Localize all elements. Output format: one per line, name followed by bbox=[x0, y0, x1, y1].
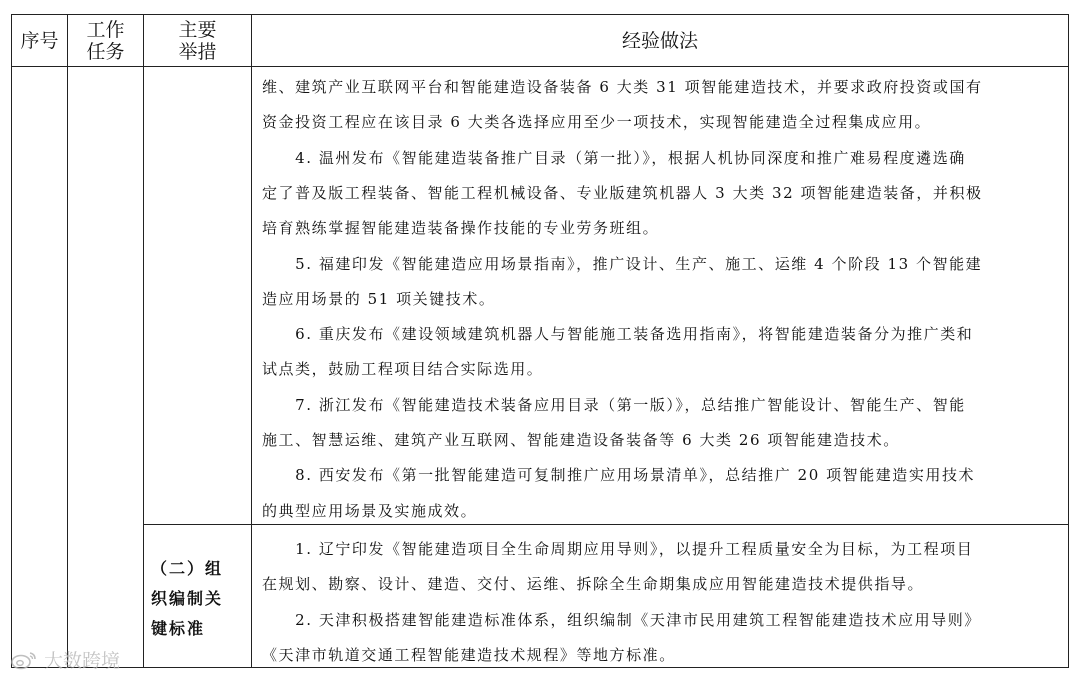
watermark-text: 大数跨境 bbox=[44, 650, 121, 672]
practice-line: 定了普及版工程装备、智能工程机械设备、专业版建筑机器人 3 大类 32 项智能建造装备，并积极 bbox=[262, 183, 983, 202]
section-divider bbox=[143, 524, 1068, 525]
practice-line: 8. 西安发布《第一批智能建造可复制推广应用场景清单》，总结推广 20 项智能建造实用技术 bbox=[262, 466, 976, 485]
practice-line: 5. 福建印发《智能建造应用场景指南》，推广设计、生产、施工、运维 4 个阶段 13 个智能建 bbox=[262, 254, 983, 273]
practice-line: 7. 浙江发布《智能建造技术装备应用目录（第一版）》，总结推广智能设计、智能生产、智能 bbox=[262, 395, 966, 414]
header-measure: 主要 举措 bbox=[178, 19, 217, 63]
col-divider-1 bbox=[67, 15, 68, 667]
practice-line: 的典型应用场景及实施成效。 bbox=[262, 501, 478, 520]
practice-line: 资金投资工程应在该目录 6 大类各选择应用至少一项技术，实现智能建造全过程集成应用。 bbox=[262, 113, 932, 132]
header-practice: 经验做法 bbox=[621, 30, 698, 52]
header-task: 工作 任务 bbox=[86, 19, 125, 63]
weibo-logo-icon bbox=[10, 650, 38, 670]
practice-line: 施工、智慧运维、建筑产业互联网、智能建造设备装备等 6 大类 26 项智能建造技术。 bbox=[262, 431, 900, 449]
practice-line: 维、建筑产业互联网平台和智能建造设备装备 6 大类 31 项智能建造技术，并要求政府投资或国有 bbox=[262, 78, 983, 96]
practice-line: 在规划、勘察、设计、建造、交付、运维、拆除全生命期集成应用智能建造技术提供指导。 bbox=[262, 575, 925, 594]
measure-label: （二）组 织编制关 键标准 bbox=[151, 559, 224, 638]
practice-line: 试点类，鼓励工程项目结合实际选用。 bbox=[262, 360, 544, 379]
practice-line: 造应用场景的 51 项关键技术。 bbox=[262, 289, 496, 308]
practice-line: 《天津市轨道交通工程智能建造技术规程》等地方标准。 bbox=[262, 645, 676, 664]
practice-line: 6. 重庆发布《建设领域建筑机器人与智能施工装备选用指南》，将智能建造装备分为推广类和 bbox=[262, 325, 974, 344]
header-index: 序号 bbox=[20, 30, 59, 52]
practice-line: 4. 温州发布《智能建造装备推广目录（第一批）》，根据人机协同深度和推广难易程度遴选确 bbox=[262, 148, 966, 167]
practice-line: 2. 天津积极搭建智能建造标准体系，组织编制《天津市民用建筑工程智能建造技术应用导则》 bbox=[262, 610, 981, 629]
col-divider-2 bbox=[143, 15, 144, 667]
practice-line: 培育熟练掌握智能建造装备操作技能的专业劳务班组。 bbox=[262, 219, 660, 238]
watermark bbox=[10, 646, 120, 673]
practice-line: 1. 辽宁印发《智能建造项目全生命周期应用导则》，以提升工程质量安全为目标，为工程项目 bbox=[262, 540, 974, 558]
